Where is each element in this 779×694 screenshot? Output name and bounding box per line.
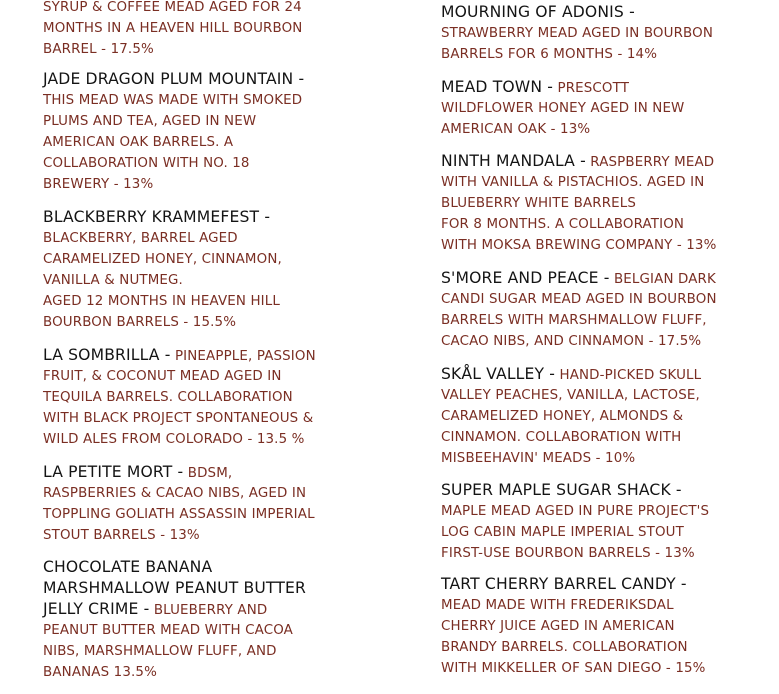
- entry-desc-line: STOUT BARRELS - 13%: [43, 528, 200, 543]
- entry-name: SUPER MAPLE SUGAR SHACK -: [441, 481, 682, 499]
- entry-desc-line: FRUIT, & COCONUT MEAD AGED IN: [43, 369, 282, 384]
- entry-desc-line: BANANAS 13.5%: [43, 665, 157, 680]
- menu-entry-chocolate-banana: [43, 557, 373, 683]
- entry-desc-line: THIS MEAD WAS MADE WITH SMOKED: [43, 93, 303, 108]
- entry-name-line: JELLY CRIME -: [43, 600, 150, 618]
- entry-desc-line: BARRELS FOR 6 MONTHS - 14%: [441, 47, 658, 62]
- entry-desc-line: MISBEEHAVIN' MEADS - 10%: [441, 451, 636, 466]
- entry-desc-line: CANDI SUGAR MEAD AGED IN BOURBON: [441, 292, 717, 307]
- entry-desc-line: PEANUT BUTTER MEAD WITH CACOA: [43, 623, 293, 638]
- menu-entry-ninth-mandala: [441, 151, 771, 256]
- entry-desc-inline: PINEAPPLE, PASSION: [174, 349, 316, 364]
- entry-desc-line: BRANDY BARRELS. COLLABORATION: [441, 640, 688, 655]
- entry-desc-line: TEQUILA BARRELS. COLLABORATION: [43, 390, 293, 405]
- entry-desc-line: COLLABORATION WITH NO. 18: [43, 156, 250, 171]
- entry-name: MEAD TOWN -: [441, 78, 554, 96]
- entry-name: NINTH MANDALA -: [441, 152, 586, 170]
- entry-desc-line: CINNAMON. COLLABORATION WITH: [441, 430, 682, 445]
- entry-desc-inline: PRESCOTT: [557, 81, 630, 96]
- entry-heading: [43, 599, 373, 620]
- entry-name: BLACKBERRY KRAMMEFEST -: [43, 208, 271, 226]
- entry-desc-line: AGED 12 MONTHS IN HEAVEN HILL: [43, 294, 280, 309]
- entry-desc-line: MONTHS IN A HEAVEN HILL BOURBON: [43, 21, 303, 36]
- entry-desc-line: WITH MIKKELLER OF SAN DIEGO - 15%: [441, 661, 706, 676]
- entry-heading: [441, 77, 771, 98]
- menu-entry-jade-dragon: [43, 69, 373, 195]
- entry-name: SKÅL VALLEY -: [441, 365, 556, 383]
- entry-desc-line: BREWERY - 13%: [43, 177, 154, 192]
- entry-desc-line: VANILLA & NUTMEG.: [43, 273, 183, 288]
- menu-entry-skal-valley: [441, 364, 771, 469]
- entry-name: LA SOMBRILLA -: [43, 346, 171, 364]
- menu-entry-mead-town: [441, 77, 771, 140]
- entry-name: JADE DRAGON PLUM MOUNTAIN -: [43, 70, 305, 88]
- entry-desc-line: BLUEBERRY WHITE BARRELS: [441, 196, 637, 211]
- entry-name: TART CHERRY BARREL CANDY -: [441, 575, 687, 593]
- entry-desc-line: WITH MOKSA BREWING COMPANY - 13%: [441, 238, 717, 253]
- entry-desc-line: MAPLE MEAD AGED IN PURE PROJECT'S: [441, 504, 710, 519]
- menu-entry-super-maple-sugar-shack: [441, 480, 771, 564]
- entry-desc-line: LOG CABIN MAPLE IMPERIAL STOUT: [441, 525, 684, 540]
- entry-desc-line: CACAO NIBS, AND CINNAMON - 17.5%: [441, 334, 702, 349]
- entry-heading: [43, 462, 373, 483]
- entry-desc-line: BLACKBERRY, BARREL AGED: [43, 231, 238, 246]
- entry-desc-line: FOR 8 MONTHS. A COLLABORATION: [441, 217, 685, 232]
- entry-heading: [441, 268, 771, 289]
- entry-heading: [441, 364, 771, 385]
- entry-desc-inline: BLUEBERRY AND: [153, 603, 268, 618]
- entry-name-line: MARSHMALLOW PEANUT BUTTER: [43, 579, 306, 597]
- entry-name: S'MORE AND PEACE -: [441, 269, 610, 287]
- entry-desc-line: VALLEY PEACHES, VANILLA, LACTOSE,: [441, 388, 700, 403]
- entry-desc-line: MEAD MADE WITH FREDERIKSDAL: [441, 598, 674, 613]
- entry-desc-line: WILDFLOWER HONEY AGED IN NEW: [441, 101, 685, 116]
- entry-desc-inline: HAND-PICKED SKULL: [559, 368, 702, 383]
- menu-entry-la-petite-mort: [43, 462, 373, 546]
- entry-desc-line: RASPBERRIES & CACAO NIBS, AGED IN: [43, 486, 307, 501]
- entry-desc-inline: RASPBERRY MEAD: [590, 155, 715, 170]
- entry-desc-line: CHERRY JUICE AGED IN AMERICAN: [441, 619, 675, 634]
- menu-entry-tart-cherry-barrel-candy: [441, 574, 771, 679]
- menu-entry-smore-and-peace: [441, 268, 771, 352]
- entry-heading: [441, 151, 771, 172]
- entry-desc-line: PLUMS AND TEA, AGED IN NEW: [43, 114, 257, 129]
- menu-entry-mourning-of-adonis: [441, 2, 771, 65]
- entry-desc-line: FIRST-USE BOURBON BARRELS - 13%: [441, 546, 695, 561]
- entry-desc-line: SYRUP & COFFEE MEAD AGED FOR 24: [43, 0, 302, 15]
- entry-desc-line: CARAMELIZED HONEY, ALMONDS &: [441, 409, 684, 424]
- entry-desc-line: AMERICAN OAK BARRELS. A: [43, 135, 234, 150]
- entry-desc-line: CARAMELIZED HONEY, CINNAMON,: [43, 252, 282, 267]
- entry-desc-line: WITH VANILLA & PISTACHIOS. AGED IN: [441, 175, 705, 190]
- entry-desc-line: WITH BLACK PROJECT SPONTANEOUS &: [43, 411, 314, 426]
- menu-entry-la-sombrilla: [43, 345, 373, 450]
- entry-name: MOURNING OF ADONIS -: [441, 3, 635, 21]
- entry-desc-line: BOURBON BARRELS - 15.5%: [43, 315, 237, 330]
- entry-name-line: CHOCOLATE BANANA: [43, 558, 213, 576]
- entry-desc-line: NIBS, MARSHMALLOW FLUFF, AND: [43, 644, 277, 659]
- entry-desc-line: STRAWBERRY MEAD AGED IN BOURBON: [441, 26, 713, 41]
- entry-desc-inline: BELGIAN DARK: [613, 272, 716, 287]
- menu-entry-blackberry-krammefest: [43, 207, 373, 333]
- entry-desc-line: TOPPLING GOLIATH ASSASSIN IMPERIAL: [43, 507, 315, 522]
- entry-heading: [43, 345, 373, 366]
- entry-name: LA PETITE MORT -: [43, 463, 184, 481]
- entry-desc-line: WILD ALES FROM COLORADO - 13.5 %: [43, 432, 305, 447]
- menu-entry-continued: [43, 0, 373, 60]
- entry-desc-line: AMERICAN OAK - 13%: [441, 122, 591, 137]
- entry-desc-line: BARRELS WITH MARSHMALLOW FLUFF,: [441, 313, 707, 328]
- entry-desc-line: BARREL - 17.5%: [43, 42, 154, 57]
- entry-desc-inline: BDSM,: [187, 466, 233, 481]
